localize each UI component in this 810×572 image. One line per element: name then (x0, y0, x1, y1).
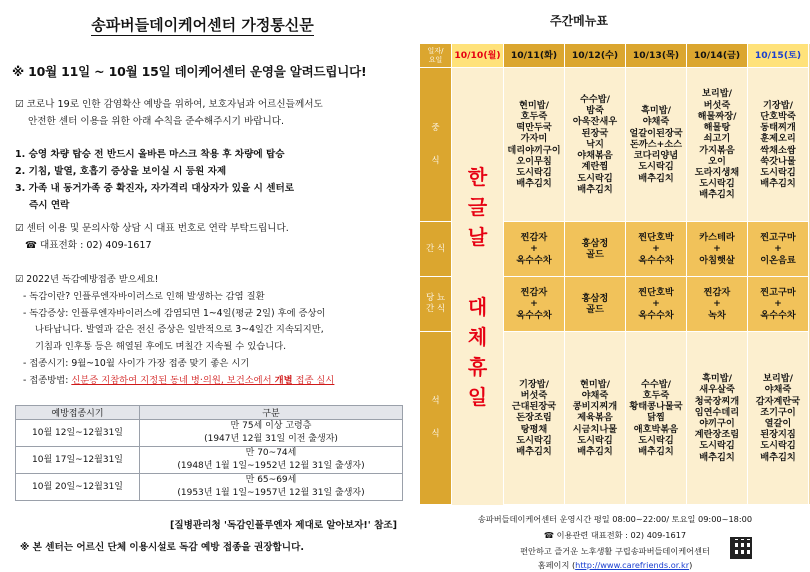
contact-notice: ☑ 센터 이용 및 문의사항 상담 시 대표 번호로 연락 부탁드립니다. ☎ 대표전화 : 02) 409-1617 (15, 220, 400, 254)
day-header: 10/12(수) (565, 44, 626, 68)
rule-3: 3. 가족 내 동거가족 중 확진자, 자가격리 대상자가 있을 시 센터로 (15, 183, 295, 194)
menu-cell-diabetic: 찐감자 + 녹차 (687, 277, 748, 332)
menu-cell-dinner: 흑미밥/ 새우살죽 청국장찌개 임연수데리 야끼구이 계란장조림 도시락김 배추김치 (687, 332, 748, 505)
table-header-cell: 구분 (140, 406, 403, 420)
menu-cell-dinner: 기장밥/ 버섯죽 근대된장국 돈장조림 탕평채 도시락김 배추김치 (504, 332, 565, 505)
phone-number: ☎ 대표전화 : 02) 409-1617 (25, 240, 152, 251)
menu-cell-diabetic: 홍삼정 골드 (565, 277, 626, 332)
table-row: 10월 20일~12월31일 만 65~69세 (1953년 1월 1일~1957년 12월 31일 출생자) (16, 474, 403, 501)
center-slogan: 편안하고 즐거운 노후생활 구립송파버들데이케어센터 (520, 546, 710, 556)
menu-title: 주간메뉴표 (550, 14, 608, 28)
flu-method: - 접종방법: 신분증 지참하여 지정된 동네 병·의원, 보건소에서 개별 접종 실시 (23, 374, 335, 386)
row-label-diabetic-snack: 당 뇨 간 식 (420, 277, 452, 332)
row-label-snack: 간 식 (420, 222, 452, 277)
day-header: 10/13(목) (626, 44, 687, 68)
homepage-line: 홈페이지 (http://www.carefriends.or.kr) (537, 560, 693, 570)
corner-header: 일자/ 요일 (420, 44, 452, 68)
menu-cell-snack: 홍삼정 골드 (565, 222, 626, 277)
day-header-holiday: 10/10(월) (452, 44, 504, 68)
row-label-dinner: 석 식 (420, 332, 452, 505)
table-header-row (16, 406, 403, 420)
recommendation-note: ※ 본 센터는 어르신 단체 이용시설로 독감 예방 접종을 권장합니다. (20, 542, 304, 553)
menu-cell-snack: 카스테라 + 아침햇살 (687, 222, 748, 277)
day-header: 10/11(화) (504, 44, 565, 68)
menu-cell-dinner: 수수밥/ 호두죽 황태콩나물국 닭찜 애호박볶음 도시락김 배추김치 (626, 332, 687, 505)
row-label-lunch: 중 식 (420, 68, 452, 222)
table-row: 10월 12일~12월31일 만 75세 이상 고령층 (1947년 12월 31일 이전 출생자) (16, 420, 403, 447)
flu-title: ☑ 2022년 독감예방접종 받으세요! (15, 274, 159, 285)
newsletter-headline: ※ 10월 11일 ~ 10월 15일 데이케어센터 운영을 알려드립니다! (12, 64, 367, 79)
menu-cell-snack: 찐고구마 + 이온음료 (748, 222, 809, 277)
menu-panel (410, 0, 810, 572)
holiday-column: 한 글 날 대 체 휴 일 (452, 68, 504, 505)
menu-cell-lunch: 보리밥/ 버섯죽 해물짜장/ 해물탕 쇠고기 가지볶음 오이 도라지생채 도시락김 배추김치 (687, 68, 748, 222)
menu-cell-dinner: 보리밥/ 야채죽 감자계란국 조기구이 열갈이 된장지짐 도시락김 배추김치 (748, 332, 809, 505)
menu-cell-diabetic: 찐감자 + 옥수수차 (504, 277, 565, 332)
day-header: 10/14(금) (687, 44, 748, 68)
table-header-cell: 예방접종시기 (16, 406, 140, 420)
qr-code-icon (730, 537, 752, 559)
center-phone: ☎ 이용관련 대표전화 : 02) 409-1617 (543, 530, 687, 540)
table-row: 10월 17일~12월31일 만 70~74세 (1948년 1월 1일~1952년 12월 31일 출생자) (16, 447, 403, 474)
menu-cell-lunch: 수수밥/ 밤죽 아욱잔새우 된장국 낙지 야채볶음 계란찜 도시락김 배추김치 (565, 68, 626, 222)
day-header-saturday: 10/15(토) (748, 44, 809, 68)
source-note: [질병관리청 '독감인플루엔자 제대로 알아보자!' 참조] (170, 520, 397, 531)
menu-cell-snack: 찐감자 + 옥수수차 (504, 222, 565, 277)
flu-vaccine-section: ☑ 2022년 독감예방접종 받으세요! - 독감이란? 인플루엔자바이러스로 인해 발생하는 감염 질환 - 독감증상: 인플루엔자바이러스에 감염되면 1~4일(평균 2일) 후에 증상이 나타납니다. 발열과 같은 전신 증상은 일반적으로 3~4일간 지속되지만, 기침과 인후통 등은 해열된 후에도 며칠간 지속될 수 있습니다. - 접종시기: 9월~10월 사이가 가장 접종 맞기 좋은 시기 - 접종방법: 신분증 지참하여 지정된 동네 병·의원, 보건소에서 개별 접종 실시 (15, 272, 400, 390)
homepage-link[interactable]: http://www.carefriends.or.kr (575, 560, 690, 570)
menu-cell-snack: 찐단호박 + 옥수수차 (626, 222, 687, 277)
weekly-menu-grid (420, 44, 810, 504)
menu-cell-lunch: 기장밥/ 단호박죽 동태찌개 훈제오리 싹채소쌈 쑥갓나물 도시락김 배추김치 (748, 68, 809, 222)
vaccine-schedule-table (15, 405, 403, 501)
operating-hours: 송파버들데이케어센터 운영시간 평일 08:00~22:00/ 토요일 09:00~18:00 (477, 514, 753, 524)
covid-notice: ☑ 코로나 19로 인한 감염확산 예방을 위하여, 보호자님과 어르신들께서도 안전한 센터 이용을 위한 아래 수칙을 준수해주시기 바랍니다. (15, 99, 323, 127)
rule-1: 1. 승영 차량 탑승 전 반드시 올바른 마스크 착용 후 차량에 탑승 (15, 149, 285, 160)
safety-rules: 1. 승영 차량 탑승 전 반드시 올바른 마스크 착용 후 차량에 탑승 2. 기침, 발열, 호흡기 증상을 보이실 시 등원 자제 3. 가족 내 동거가족 중 확진자, 자가격리 대상자가 있을 시 센터로 즉시 연락 (15, 146, 400, 214)
menu-cell-dinner: 현미밥/ 야채죽 콩비지찌개 제육볶음 시금치나물 도시락김 배추김치 (565, 332, 626, 505)
menu-cell-diabetic: 찐단호박 + 옥수수차 (626, 277, 687, 332)
rule-2: 2. 기침, 발열, 호흡기 증상을 보이실 시 등원 자제 (15, 166, 227, 177)
menu-cell-lunch: 현미밥/ 호두죽 떡만두국 가자미 데리야끼구이 오이무침 도시락김 배추김치 (504, 68, 565, 222)
menu-cell-diabetic: 찐고구마 + 옥수수차 (748, 277, 809, 332)
newsletter-title: 송파버들데이케어센터 가정통신문 (91, 16, 314, 34)
menu-cell-lunch: 흑미밥/ 야채죽 얼갈이된장국 돈까스+소스 코다리양념 도시락김 배추김치 (626, 68, 687, 222)
